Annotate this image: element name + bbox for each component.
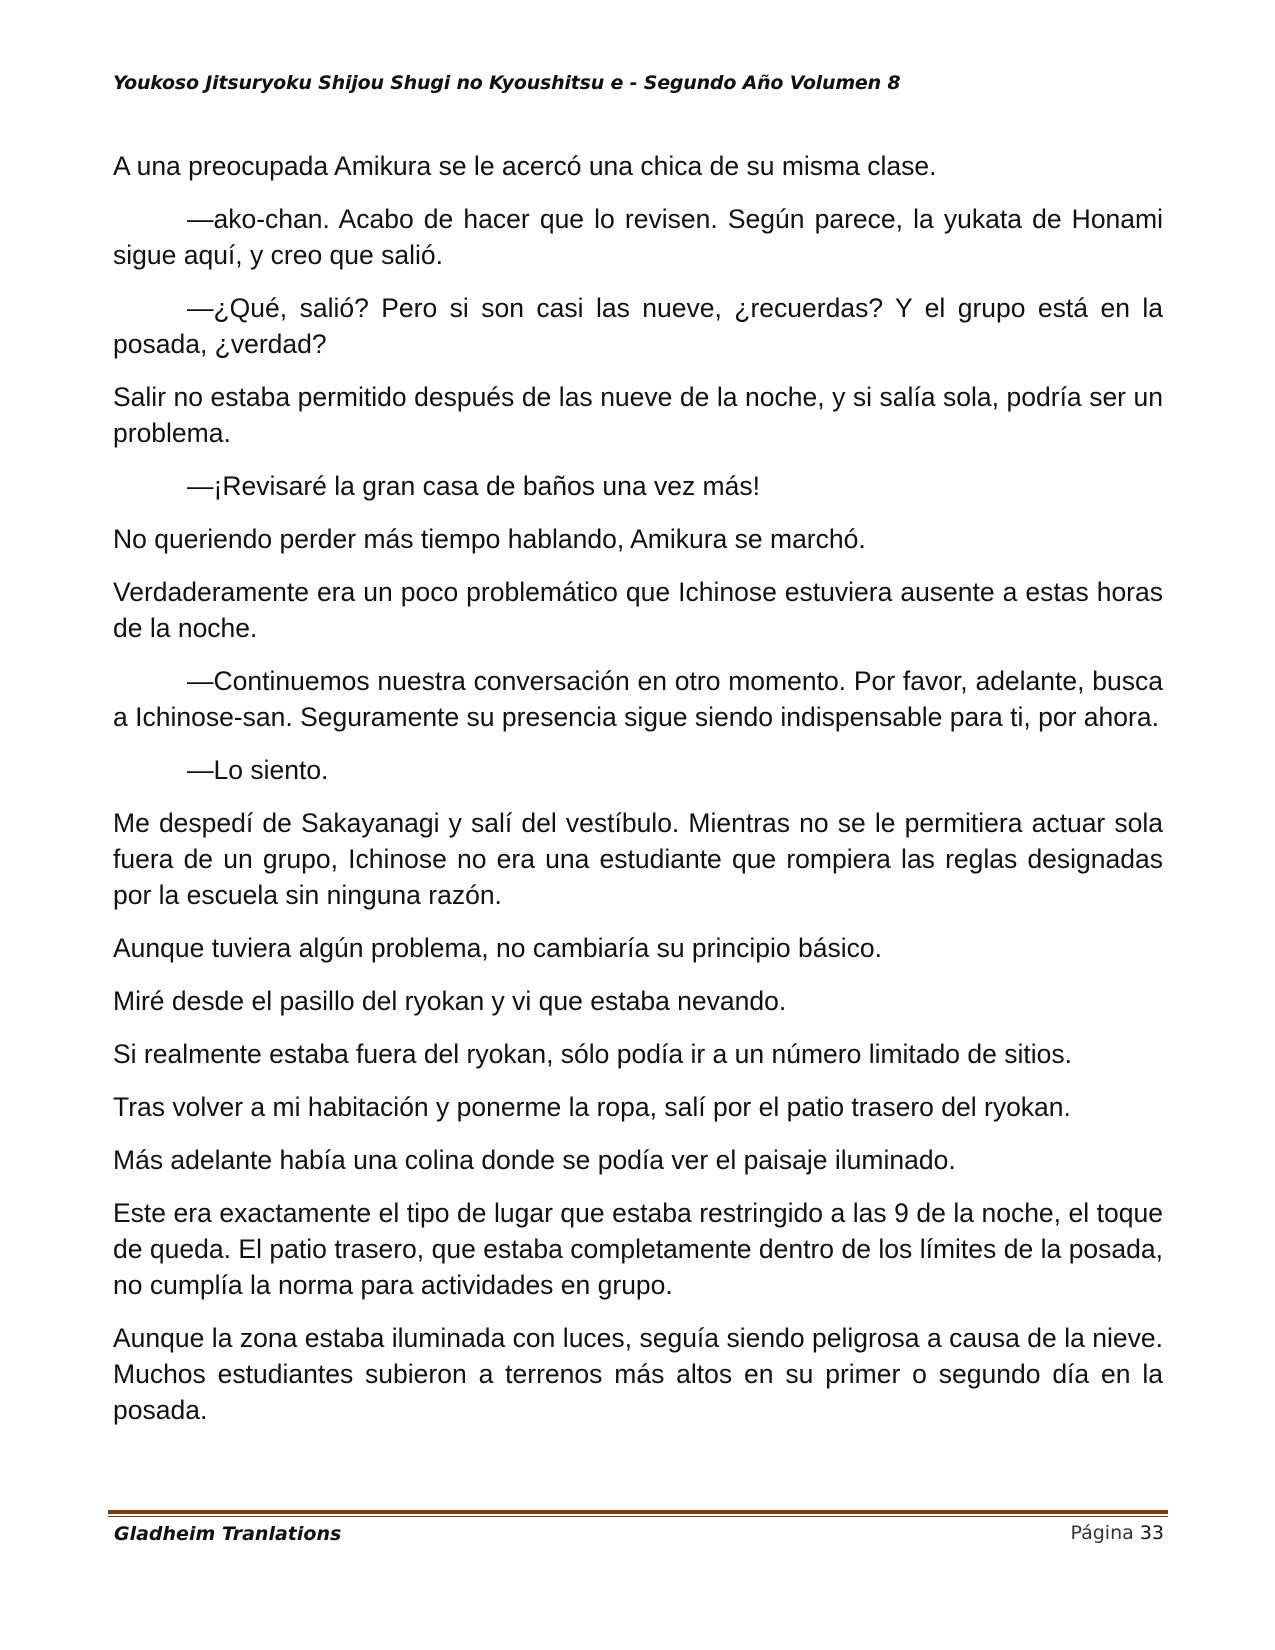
- narrative-paragraph: Miré desde el pasillo del ryokan y vi que estaba nevando.: [113, 986, 787, 1016]
- narrative-paragraph: Verdaderamente era un poco problemático que Ichinose estuviera ausente a estas horas de la noche.: [113, 577, 1163, 643]
- narrative-paragraph: A una preocupada Amikura se le acercó una chica de su misma clase.: [113, 151, 937, 181]
- dialogue-paragraph: —Lo siento.: [187, 755, 329, 785]
- narrative-paragraph: Más adelante había una colina donde se podía ver el paisaje iluminado.: [113, 1145, 956, 1175]
- page-label: Página: [1070, 1522, 1134, 1544]
- page-number: 33: [1139, 1522, 1164, 1544]
- dialogue-paragraph: —Continuemos nuestra conversación en otro momento. Por favor, adelante, busca a Ichinose-san. Seguramente su presencia sigue siendo indispensable para ti, por ahora.: [113, 666, 1163, 732]
- page-body: [113, 148, 1163, 1445]
- dialogue-paragraph: —¡Revisaré la gran casa de baños una vez más!: [187, 471, 760, 501]
- narrative-paragraph: No queriendo perder más tiempo hablando, Amikura se marchó.: [113, 524, 866, 554]
- book-title: Youkoso Jitsuryoku Shijou Shugi no Kyoushitsu e - Segundo Año Volumen 8: [113, 72, 901, 94]
- footer-credit: Gladheim Tranlations: [114, 1523, 342, 1545]
- narrative-paragraph: Este era exactamente el tipo de lugar que estaba restringido a las 9 de la noche, el toque de queda. El patio trasero, que estaba completamente dentro de los límites de la posada, no cumplía la norma para actividades en grupo.: [113, 1198, 1163, 1300]
- narrative-paragraph: Me despedí de Sakayanagi y salí del vestíbulo. Mientras no se le permitiera actuar sola fuera de un grupo, Ichinose no era una estudiante que rompiera las reglas designadas por la escuela sin ninguna razón.: [113, 808, 1163, 910]
- narrative-paragraph: Si realmente estaba fuera del ryokan, sólo podía ir a un número limitado de sitios.: [113, 1039, 1072, 1069]
- footer-divider-thin: [108, 1516, 1168, 1517]
- footer-divider: [108, 1510, 1168, 1517]
- dialogue-paragraph: —ako-chan. Acabo de hacer que lo revisen. Según parece, la yukata de Honami sigue aquí, y creo que salió.: [113, 204, 1163, 270]
- dialogue-paragraph: —¿Qué, salió? Pero si son casi las nueve, ¿recuerdas? Y el grupo está en la posada, ¿verdad?: [113, 293, 1163, 359]
- narrative-paragraph: Tras volver a mi habitación y ponerme la ropa, salí por el patio trasero del ryokan.: [113, 1092, 1071, 1122]
- narrative-paragraph: Aunque la zona estaba iluminada con luces, seguía siendo peligrosa a causa de la nieve. Muchos estudiantes subieron a terrenos más altos en su primer o segundo día en la posada.: [113, 1323, 1163, 1425]
- footer-divider-thick: [108, 1510, 1168, 1514]
- page-number-label: [1070, 1522, 1164, 1544]
- page-header: [113, 72, 1163, 94]
- narrative-paragraph: Salir no estaba permitido después de las nueve de la noche, y si salía sola, podría ser un problema.: [113, 382, 1163, 448]
- narrative-paragraph: Aunque tuviera algún problema, no cambiaría su principio básico.: [113, 933, 882, 963]
